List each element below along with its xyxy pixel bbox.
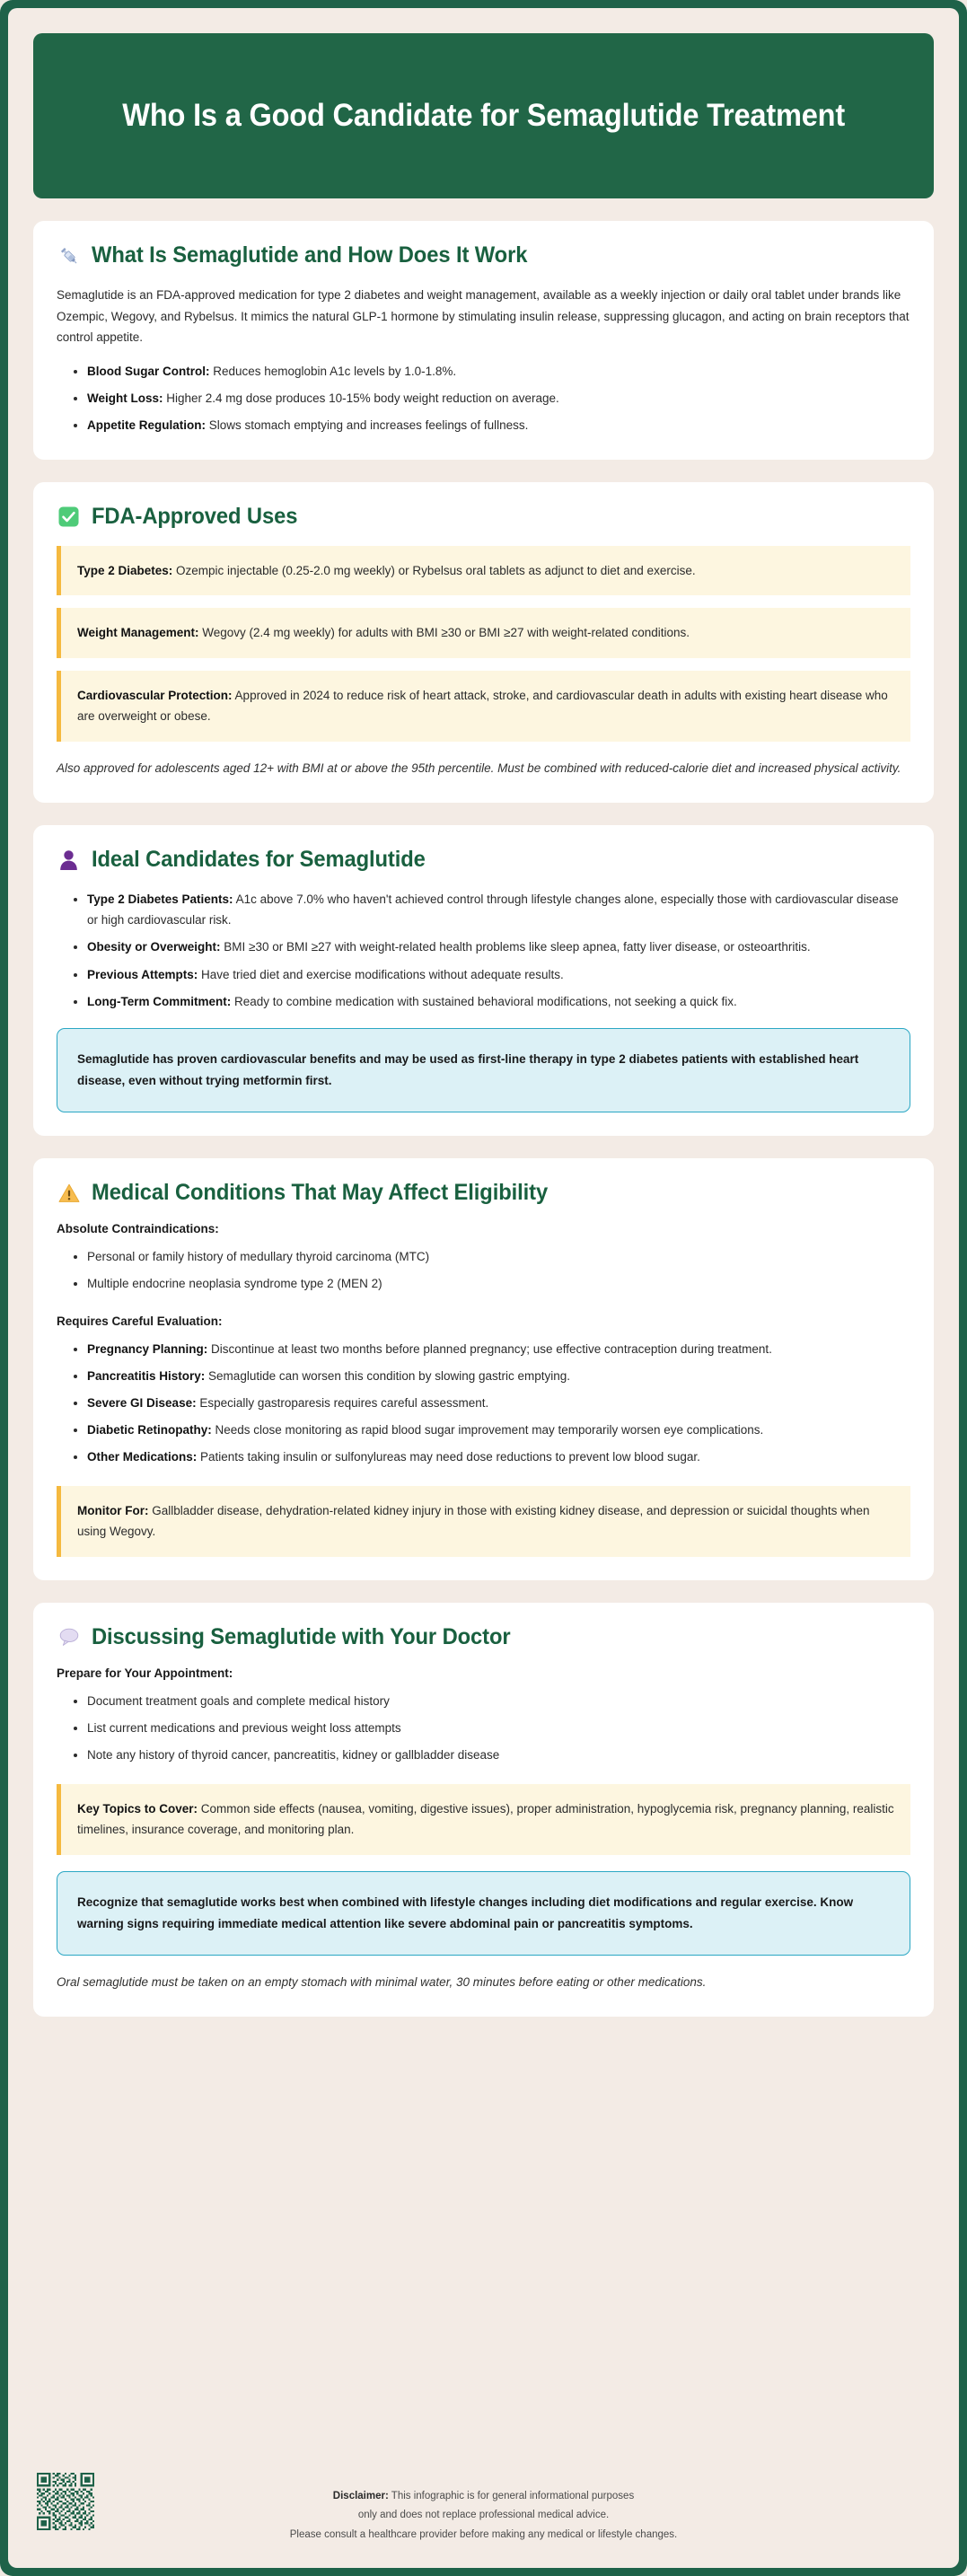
- candidate-list: [57, 889, 910, 1012]
- section-header: [57, 242, 910, 268]
- list-item-label: Appetite Regulation:: [87, 418, 206, 433]
- careful-evaluation-list: [57, 1339, 910, 1468]
- disclaimer-line-3: Please consult a healthcare provider before making any medical or lifestyle changes.: [289, 2528, 678, 2540]
- list-item-label: Pregnancy Planning:: [87, 1341, 208, 1356]
- callout-label: Key Topics to Cover:: [77, 1801, 198, 1816]
- section-title: Ideal Candidates for Semaglutide: [92, 847, 426, 873]
- callout-box: [57, 546, 910, 596]
- section-header: [57, 1624, 910, 1650]
- callout-box: [57, 671, 910, 742]
- section-paragraph: Semaglutide is an FDA-approved medication for type 2 diabetes and weight management, available as a weekly injection or daily oral tablet under brands like Ozempic, Wegovy, and Rybelsus. It mimics the natural GLP-1 hormone by stimulating insulin release, suppressing glucagon, and acting on brain receptors that control appetite.: [57, 288, 910, 345]
- person-bust-icon: [57, 848, 81, 872]
- callout-text: Approved in 2024 to reduce risk of heart attack, stroke, and cardiovascular death in adults with existing heart disease who are overweight or obese.: [77, 688, 888, 724]
- preparation-list: [57, 1691, 910, 1766]
- list-item: • Document treatment goals and complete medical history: [87, 1691, 910, 1711]
- section-title: What Is Semaglutide and How Does It Work: [92, 242, 528, 268]
- section-title: FDA-Approved Uses: [92, 503, 298, 529]
- section-header: [57, 847, 910, 873]
- section-title: Medical Conditions That May Affect Eligibility: [92, 1180, 549, 1206]
- section-discussing-with-doctor: [33, 1603, 934, 2017]
- list-item: • Multiple endocrine neoplasia syndrome type 2 (MEN 2): [87, 1273, 910, 1294]
- speech-bubble-icon: [57, 1625, 81, 1649]
- list-item: [87, 1393, 910, 1413]
- list-item-text: Ready to combine medication with sustained behavioral modifications, not seeking a quick fix.: [231, 994, 737, 1008]
- page-header: [33, 33, 934, 198]
- list-item-text: Needs close monitoring as rapid blood sugar improvement may temporarily worsen eye complications.: [211, 1423, 764, 1437]
- list-item-text: Higher 2.4 mg dose produces 10-15% body weight reduction on average.: [163, 391, 559, 406]
- subsection-label-prepare: Prepare for Your Appointment:: [57, 1666, 233, 1680]
- list-item-label: Type 2 Diabetes Patients:: [87, 892, 233, 907]
- list-item: [87, 361, 910, 382]
- list-item: [87, 936, 910, 957]
- list-item: [87, 415, 910, 435]
- section-header: [57, 504, 910, 530]
- section-title: Discussing Semaglutide with Your Doctor: [92, 1623, 511, 1649]
- list-item-text: BMI ≥30 or BMI ≥27 with weight-related health problems like sleep apnea, fatty liver disease, or osteoarthritis.: [220, 940, 811, 954]
- list-item: [87, 1366, 910, 1386]
- section-fda-approved-uses: [33, 482, 934, 804]
- callout-box: [57, 1784, 910, 1855]
- benefit-list: [57, 361, 910, 436]
- section-header: [57, 1180, 910, 1206]
- list-item: [87, 964, 910, 985]
- list-item: • List current medications and previous weight loss attempts: [87, 1718, 910, 1738]
- list-item: [87, 388, 910, 409]
- list-item-text: Have tried diet and exercise modifications without adequate results.: [198, 967, 564, 981]
- list-item: [87, 1420, 910, 1440]
- list-item-text: Especially gastroparesis requires careful assessment.: [196, 1396, 489, 1411]
- list-item-label: Long-Term Commitment:: [87, 994, 232, 1008]
- section-medical-conditions: [33, 1158, 934, 1580]
- section-ideal-candidates: [33, 825, 934, 1136]
- section-what-is-semaglutide: [33, 221, 934, 460]
- highlight-box: Semaglutide has proven cardiovascular benefits and may be used as first-line therapy in type 2 diabetes patients with established heart disease, even without trying metformin first.: [57, 1028, 910, 1112]
- list-item-label: Weight Loss:: [87, 391, 163, 406]
- subsection-label-careful-evaluation: Requires Careful Evaluation:: [57, 1314, 223, 1328]
- section-note: Oral semaglutide must be taken on an empty stomach with minimal water, 30 minutes before eating or other medications.: [57, 1974, 707, 1989]
- list-item: [87, 889, 910, 930]
- infographic-inner: [8, 8, 959, 2568]
- page-title: Who Is a Good Candidate for Semaglutide Treatment: [122, 98, 845, 133]
- callout-box: [57, 1486, 910, 1557]
- list-item-text: Slows stomach emptying and increases feelings of fullness.: [206, 418, 529, 433]
- highlight-box: Recognize that semaglutide works best when combined with lifestyle changes including diet modifications and regular exercise. Know warning signs requiring immediate medical attention like severe abdominal pain or pancreatitis symptoms.: [57, 1871, 910, 1956]
- warning-triangle-icon: [57, 1181, 81, 1205]
- list-item-label: Severe GI Disease:: [87, 1396, 197, 1411]
- list-item-label: Blood Sugar Control:: [87, 364, 210, 378]
- list-item-label: Other Medications:: [87, 1450, 198, 1464]
- callout-label: Monitor For:: [77, 1503, 149, 1517]
- list-item-label: Diabetic Retinopathy:: [87, 1423, 212, 1437]
- list-item: • Personal or family history of medullary thyroid carcinoma (MTC): [87, 1246, 910, 1267]
- check-square-icon: [57, 505, 81, 529]
- list-item: [87, 991, 910, 1012]
- callout-box: [57, 608, 910, 658]
- list-item-label: Pancreatitis History:: [87, 1368, 206, 1383]
- disclaimer-line-2: only and does not replace professional medical advice.: [357, 2510, 610, 2521]
- qr-code: [37, 2473, 94, 2530]
- list-item-text: Semaglutide can worsen this condition by slowing gastric emptying.: [205, 1368, 571, 1383]
- section-note: Also approved for adolescents aged 12+ with BMI at or above the 95th percentile. Must be combined with reduced-calorie diet and increased physical activity.: [57, 761, 901, 776]
- subsection-label-contraindications: Absolute Contraindications:: [57, 1222, 219, 1236]
- callout-text: Wegovy (2.4 mg weekly) for adults with BMI ≥30 or BMI ≥27 with weight-related conditions.: [198, 626, 690, 640]
- list-item-label: Obesity or Overweight:: [87, 940, 221, 954]
- callout-text: Gallbladder disease, dehydration-related kidney injury in those with existing kidney disease, and depression or suicidal thoughts when using Wegovy.: [77, 1503, 870, 1539]
- list-item-text: Patients taking insulin or sulfonylureas may need dose reductions to prevent low blood sugar.: [197, 1450, 700, 1464]
- list-item: [87, 1339, 910, 1359]
- callout-text: Common side effects (nausea, vomiting, digestive issues), proper administration, hypoglycemia risk, pregnancy planning, realistic timelines, insurance coverage, and monitoring plan.: [77, 1801, 894, 1837]
- syringe-icon: [57, 243, 81, 268]
- list-item: [87, 1446, 910, 1467]
- callout-text: Ozempic injectable (0.25-2.0 mg weekly) or Rybelsus oral tablets as adjunct to diet and exercise.: [172, 563, 696, 577]
- list-item-label: Previous Attempts:: [87, 967, 198, 981]
- disclaimer-text: [94, 2473, 930, 2545]
- list-item: • Note any history of thyroid cancer, pancreatitis, kidney or gallbladder disease: [87, 1745, 910, 1765]
- callout-label: Weight Management:: [77, 626, 199, 640]
- disclaimer-line-1: This infographic is for general informational purposes: [388, 2491, 635, 2502]
- list-item-text: A1c above 7.0% who haven't achieved control through lifestyle changes alone, especially those with cardiovascular disease or high cardiovascular risk.: [87, 892, 899, 928]
- list-item-text: Discontinue at least two months before planned pregnancy; use effective contraception during treatment.: [207, 1341, 772, 1356]
- contraindication-list: [57, 1246, 910, 1294]
- callout-label: Cardiovascular Protection:: [77, 688, 233, 702]
- page-footer: [33, 2453, 934, 2568]
- list-item-text: Reduces hemoglobin A1c levels by 1.0-1.8%.: [209, 364, 457, 378]
- disclaimer-label: Disclaimer:: [332, 2491, 389, 2502]
- callout-label: Type 2 Diabetes:: [77, 563, 173, 577]
